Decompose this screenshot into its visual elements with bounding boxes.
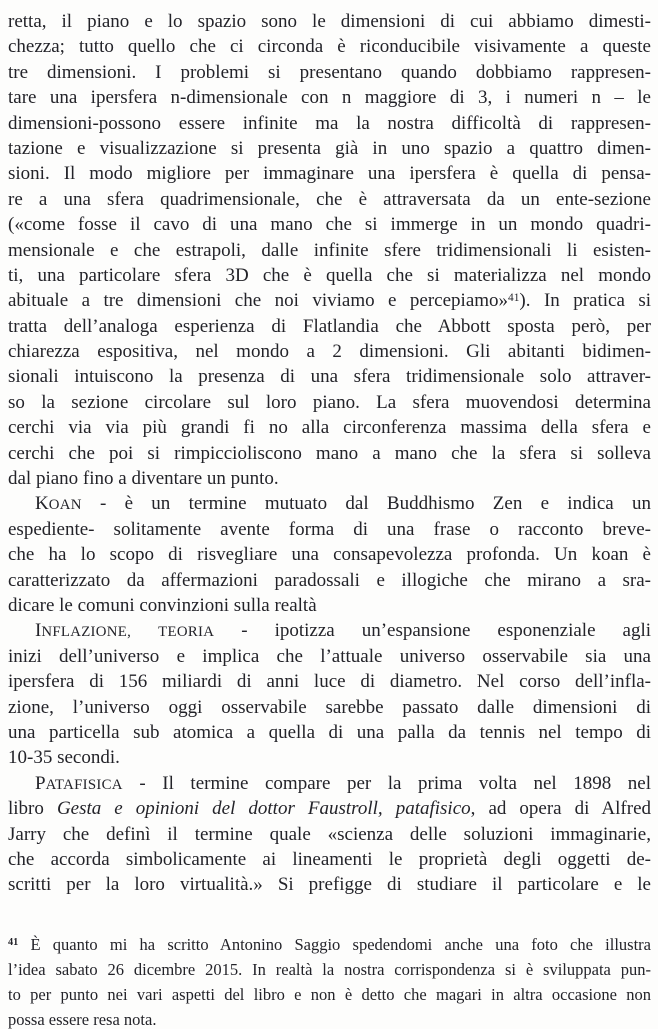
text-line [8, 618, 651, 643]
text-segment: re a una sfera quadrimensionale, che è attraversata da un ente-sezione [8, 188, 651, 210]
footnote-reference: 41 [508, 292, 520, 305]
body-text [8, 9, 651, 898]
text-segment: scritti per la loro virtualità.» Si prefigge di studiare il particolare e le [8, 874, 651, 896]
text-segment [131, 620, 158, 641]
text-segment: Gesta e opinioni del dottor Faustroll, patafisico [56, 798, 471, 820]
text-segment: possa essere resa nota. [8, 1009, 157, 1029]
text-segment: retta, il piano e lo spazio sono le dimensioni di cui abbiamo dimesti- [8, 11, 651, 32]
text-segment: mensionale e che estrapoli, dalle infinite sfere tridimensionali li esisten- [8, 239, 651, 261]
text-segment: («come fosse il cavo di una mano che si immerge in un mondo quadri- [8, 214, 651, 236]
text-segment: P [35, 772, 46, 794]
text-line [8, 847, 651, 872]
text-segment: libro [8, 798, 57, 820]
text-segment: K [35, 493, 49, 515]
text-line [8, 161, 651, 186]
text-line [8, 957, 651, 982]
text-segment: zione, l’universo oggi osservabile sarebbe passato dalle dimensioni di [8, 696, 651, 718]
text-segment: abituale a tre dimensioni che noi viviamo e percepiamo» [8, 290, 509, 312]
text-segment: chiarezza espositiva, nel mondo a 2 dimensioni. Gli abitanti bidimen- [8, 341, 651, 363]
text-segment: TEORIA [158, 624, 215, 641]
text-line [8, 238, 651, 263]
text-segment: to per punto nei vari aspetti del libro e non è detto che magari in altra occasione non [8, 984, 651, 1004]
text-line [8, 390, 651, 415]
text-line [8, 720, 651, 745]
text-segment: - è un termine mutuato dal Buddhismo Zen e indica un [81, 493, 651, 515]
footnote-marker: 41 [8, 937, 19, 949]
text-segment: dicare le comuni convinzioni sulla realtà [8, 594, 317, 616]
text-segment: caratterizzato da affermazioni paradossali e illogiche che mirano a sra- [8, 569, 651, 591]
text-segment: 10-35 secondi. [8, 747, 120, 769]
text-segment: inizi dell’universo e implica che l’attuale universo osservabile sia una [8, 645, 651, 667]
text-line [8, 60, 651, 85]
text-line [8, 212, 651, 237]
text-segment: cerchi via via più grandi fi no alla circonferenza massima della sfera e [8, 417, 651, 439]
text-line [8, 339, 651, 364]
text-line [8, 669, 651, 694]
text-line [8, 1007, 651, 1029]
text-segment: ). In pratica si [519, 290, 651, 312]
text-segment: OAN [48, 497, 82, 514]
text-line [8, 466, 651, 491]
text-line [8, 796, 651, 821]
text-segment: Jarry che definì il termine quale «scienza delle soluzioni immaginarie, [8, 823, 651, 845]
paragraph-continuation [8, 9, 651, 491]
text-line [8, 644, 651, 669]
text-segment: dal piano fino a diventare un punto. [8, 468, 279, 490]
text-segment: dimensioni-possono essere infinite ma la nostra difficoltà di rappresen- [8, 112, 651, 134]
text-line [8, 415, 651, 440]
paragraph-patafisica [8, 771, 651, 898]
text-line [8, 932, 651, 957]
text-line [8, 982, 651, 1007]
text-line [8, 491, 651, 516]
text-line [8, 263, 651, 288]
text-segment: sioni. Il modo migliore per immaginare una ipersfera è quella di pensa- [8, 163, 651, 185]
text-line [8, 542, 651, 567]
text-segment: tare una ipersfera n-dimensionale con n maggiore di 3, i numeri n – le [8, 87, 651, 109]
text-segment: È quanto mi ha scritto Antonino Saggio spedendomi anche una foto che illustra [18, 934, 651, 954]
text-line [8, 187, 651, 212]
text-segment: ipersfera di 156 miliardi di anni luce di diametro. Nel corso dell’infla- [8, 671, 651, 693]
paragraph-inflazione-teoria [8, 618, 651, 770]
text-segment: - Il termine compare per la prima volta nel 1898 nel [122, 772, 651, 794]
text-line [8, 593, 651, 618]
text-segment: che accorda simbolicamente ai lineamenti le proprietà degli oggetti de- [8, 848, 651, 870]
text-line [8, 872, 651, 897]
text-line [8, 364, 651, 389]
text-segment: so la sezione circolare sul loro piano. La sfera muovendosi determina [8, 391, 651, 413]
text-segment: NFLAZIONE, [41, 624, 132, 641]
text-segment: tazione e visualizzazione si presenta già in uno spazio a quattro dimen- [8, 137, 651, 159]
text-segment: espediente- solitamente avente forma di una frase o racconto breve- [8, 518, 651, 540]
text-segment: che ha lo scopo di risvegliare una consapevolezza profonda. Un koan è [8, 544, 651, 566]
text-segment: - ipotizza un’espansione esponenziale agli [214, 620, 651, 642]
text-segment: una particella sub atomica a quella di una palla da tennis nel tempo di [8, 721, 651, 743]
text-segment: chezza; tutto quello che ci circonda è riconducibile visivamente a queste [8, 36, 651, 58]
text-line [8, 745, 651, 770]
paragraph-koan [8, 491, 651, 618]
text-segment: ti, una particolare sfera 3D che è quella che si materializza nel mondo [8, 264, 651, 286]
text-line [8, 568, 651, 593]
text-segment: tratta dell’analoga esperienza di Flatlandia che Abbott sposta però, per [8, 315, 651, 337]
text-segment: I [35, 620, 42, 642]
text-line [8, 441, 651, 466]
text-line [8, 136, 651, 161]
text-segment: , ad opera di Alfred [470, 798, 651, 820]
footnote [8, 932, 651, 1029]
text-line [8, 288, 651, 313]
text-segment: l’idea sabato 26 dicembre 2015. In realtà la nostra corrispondenza si è sviluppata pun- [8, 959, 651, 979]
text-line [8, 771, 651, 796]
text-line [8, 9, 651, 34]
text-line [8, 34, 651, 59]
text-line [8, 695, 651, 720]
text-line [8, 314, 651, 339]
text-line [8, 517, 651, 542]
text-line [8, 822, 651, 847]
text-segment: tre dimensioni. I problemi si presentano quando dobbiamo rappresen- [8, 61, 651, 83]
text-line [8, 85, 651, 110]
text-line [8, 111, 651, 136]
text-segment: ATAFISICA [45, 776, 123, 793]
text-segment: cerchi che poi si rimpiccioliscono mano a mano che la sfera si solleva [8, 442, 651, 464]
text-segment: sionali intuiscono la presenza di una sfera tridimensionale solo attraver- [8, 366, 651, 388]
